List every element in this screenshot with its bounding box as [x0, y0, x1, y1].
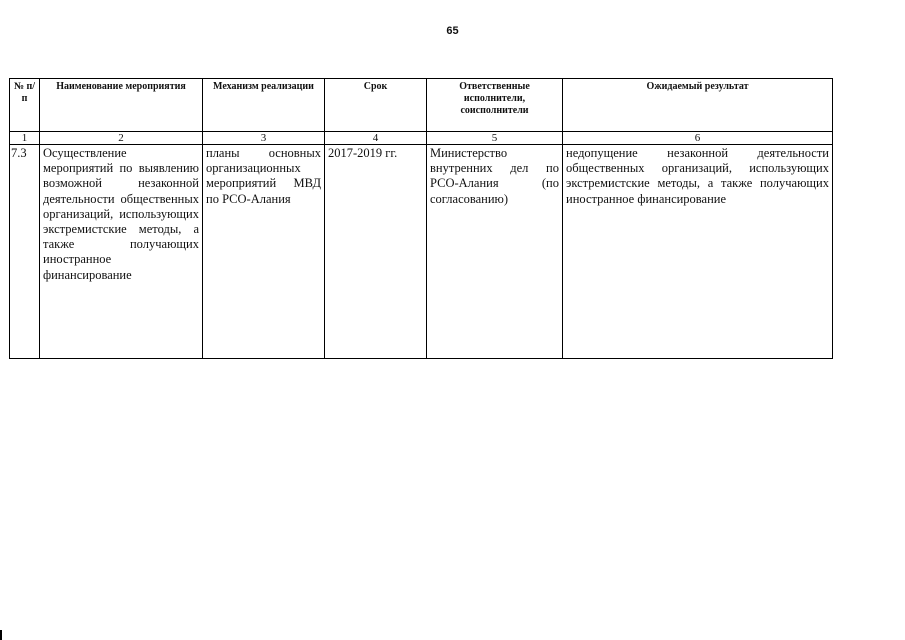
table-header-row — [10, 79, 833, 132]
column-number: 5 — [427, 132, 563, 145]
column-number: 3 — [203, 132, 325, 145]
column-number: 1 — [10, 132, 40, 145]
header-mechanism: Механизм реализации — [203, 79, 325, 132]
header-number: № п/п — [10, 79, 40, 132]
mechanism-cell: планы основных организационных мероприятий МВД по РСО-Алания — [203, 145, 325, 359]
header-responsible: Ответственные исполнители, соисполнители — [427, 79, 563, 132]
row-number: 7.3 — [10, 145, 40, 359]
column-number: 6 — [563, 132, 833, 145]
column-number: 2 — [40, 132, 203, 145]
header-term: Срок — [325, 79, 427, 132]
expected-result-cell: недопущение незаконной деятельности общественных организаций, использующих экстремистские методы, а также получающих иностранное финансирование — [563, 145, 833, 359]
column-numbers-row — [10, 132, 833, 145]
measures-table — [9, 78, 833, 359]
header-measure-name: Наименование мероприятия — [40, 79, 203, 132]
page-number: 65 — [446, 25, 459, 37]
term-cell: 2017-2019 гг. — [325, 145, 427, 359]
table-row — [10, 145, 833, 359]
header-expected-result: Ожидаемый результат — [563, 79, 833, 132]
scan-edge-mark — [0, 630, 2, 640]
column-number: 4 — [325, 132, 427, 145]
responsible-cell: Министерство внутренних дел по РСО-Алания (по согласованию) — [427, 145, 563, 359]
measure-name-cell: Осуществление мероприятий по выявлению возможной незаконной деятельности общественных организаций, использующих экстремистские методы, а также получающих иностранное финансирование — [40, 145, 203, 359]
